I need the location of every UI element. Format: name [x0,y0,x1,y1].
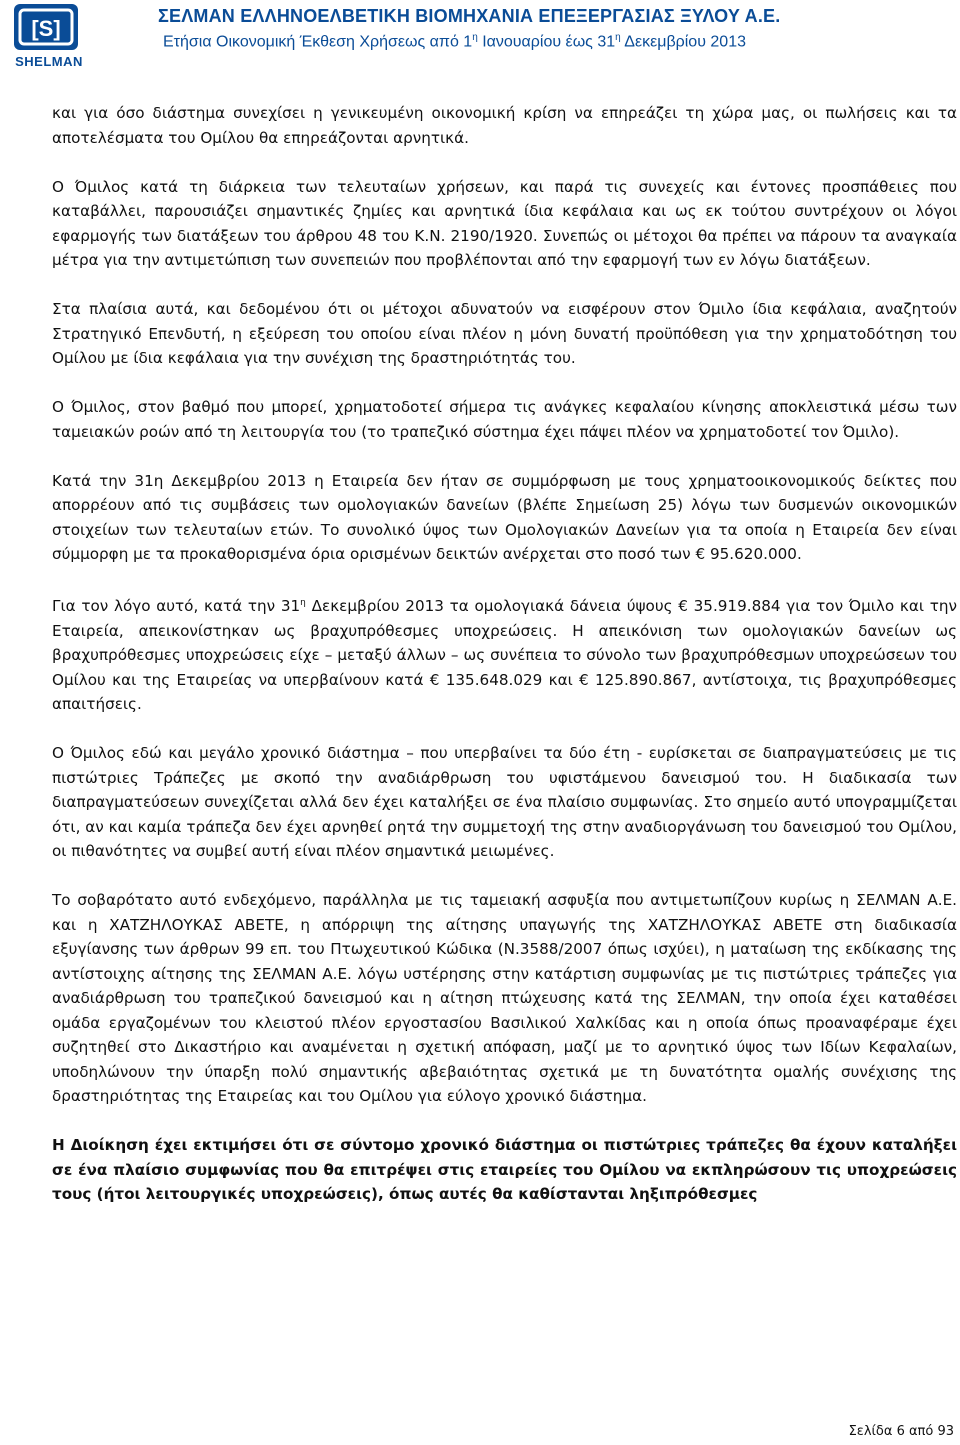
logo-emblem [14,4,78,50]
report-subtitle [163,32,746,51]
document-body [52,101,957,1231]
paragraph-management-assessment: Η Διοίκηση έχει εκτιμήσει ότι σε σύντομο χρονικό διάστημα οι πιστώτριες τράπεζες θα έχουν καταλήξει σε ένα πλαίσιο συμφωνίας που θα επιτρέψει στις εταιρείες του Ομίλου να εκπληρώσουν τις υποχρεώσεις τους (ήτοι λειτουργικές υποχρεώσεις), όπως αυτές θα καθίστανται ληξιπρόθεσμες [52,1136,957,1204]
subtitle-part-1: Ετήσια Οικονομική Έκθεση Χρήσεως από 1 [163,33,473,51]
subtitle-superscript-2: η [615,32,621,43]
paragraph-short-term-loans [52,591,957,717]
paragraph-covenant-breach: Κατά την 31η Δεκεμβρίου 2013 η Εταιρεία δεν ήταν σε συμμόρφωση με τους χρηματοοικονομικούς δείκτες που απορρέουν από τις συμβάσεις των ομολογιακών δανείων (βλέπε Σημείωση 25) λόγω των δυσμενών οικονομικών στοιχείων των τελευταίων ετών. Το συνολικό ύψος των Ομολογιακών Δανείων για τα οποία η Εταιρεία δεν είναι σύμμορφη με τα προκαθορισμένα όρια ορισμένων δεικτών ανέρχεται στο ποσό των € 95.620.000. [52,471,957,563]
paragraph-working-capital: Ο Όμιλος, στον βαθμό που μπορεί, χρηματοδοτεί σήμερα τις ανάγκες κεφαλαίου κίνησης αποκλειστικά μέσω των ταμειακών ροών από τη λειτουργία του (το τραπεζικό σύστημα έχει πάψει πλέον να χρηματοδοτεί τον Όμιλο). [52,398,957,441]
page-number: Σελίδα 6 από 93 [848,1424,954,1439]
paragraph-short-term-loans-superscript: η [300,598,306,608]
company-name: ΣΕΛΜΑΝ ΕΛΛΗΝΟΕΛΒΕΤΙΚΗ ΒΙΟΜΗΧΑΝΙΑ ΕΠΕΞΕΡΓΑΣΙΑΣ ΞΥΛΟΥ Α.Ε. [158,6,781,26]
paragraph-bank-negotiations: Ο Όμιλος εδώ και μεγάλο χρονικό διάστημα – που υπερβαίνει τα δύο έτη - ευρίσκεται σε διαπραγματεύσεις με τις πιστώτριες Τράπεζες με σκοπό την αναδιάρθρωση του υφιστάμενου δανεισμού του. Η διαδικασία των διαπραγματεύσεων συνεχίζεται αλλά δεν έχει καταλήξει σε ένα πλαίσιο συμφωνίας. Στο σημείο αυτό υπογραμμίζεται ότι, αν και καμία τράπεζα δεν έχει αρνηθεί ρητά την συμμετοχή της στην αναδιοργάνωση του δανεισμού του Ομίλου, οι πιθανότητες να συμβεί αυτή είναι πλέον σημαντικά μειωμένες. [52,744,957,861]
paragraph-crisis-impact: και για όσο διάστημα συνεχίσει η γενικευμένη οικονομική κρίση να επηρεάζει τη χώρα μας, οι πωλήσεις και τα αποτελέσματα του Ομίλου θα επηρεάζονται αρνητικά. [52,104,957,147]
logo-label: SHELMAN [15,54,83,69]
paragraph-short-term-loans-part-2: Δεκεμβρίου 2013 τα ομολογιακά δάνεια ύψους € 35.919.884 για τον Όμιλο και την Εταιρεία, απεικονίστηκαν ως βραχυπρόθεσμες υποχρεώσεις. Η απεικόνιση των ομολογιακών δανείων ως βραχυπρόθεσμες υποχρεώσεις είχε – μεταξύ άλλων – ως συνέπεια το σύνολο των βραχυπρόθεσμων υποχρεώσεων του Ομίλου και της Εταιρείας να υπερβαίνουν κατά € 135.648.029 και € 125.890.867, αντίστοιχα, τις βραχυπρόθεσμες απαιτήσεις. [52,597,957,714]
page-header [0,0,960,80]
paragraph-material-uncertainty: Το σοβαρότατο αυτό ενδεχόμενο, παράλληλα με τις ταμειακή ασφυξία που αντιμετωπίζουν κυρίως η ΣΕΛΜΑΝ Α.Ε. και η ΧΑΤΖΗΛΟΥΚΑΣ ΑΒΕΤΕ, η απόρριψη της αίτησης υπαγωγής της ΧΑΤΖΗΛΟΥΚΑΣ ΑΒΕΤΕ στη διαδικασία εξυγίανσης των άρθρων 99 επ. του Πτωχευτικού Κώδικα (Ν.3588/2007 όπως ισχύει), η ματαίωση της εκδίκασης της αντίστοιχης αίτησης της ΣΕΛΜΑΝ Α.Ε. λόγω υστέρησης στην κατάρτιση συμφωνίας με τις πιστώτριες τράπεζες για αναδιάρθρωση του τραπεζικού δανεισμού και η αίτηση πτώχευσης κατά της ΣΕΛΜΑΝ, την οποία έχει καταθέσει ομάδα εργαζομένων του κλειστού πλέον εργοστασίου Βασιλικού Χαλκίδας και η οποία όπως προαναφέραμε έχει συζητηθεί στο Δικαστήριο και αναμένεται η σχετική απόφαση, μαζί με το αρνητικό ύψος των Ιδίων Κεφαλαίων, υποδηλώνουν την ύπαρξη πολύ σημαντικής αβεβαιότητας σχετικά με τη δυνατότητα ομαλής συνέχισης της δραστηριότητας της Εταιρείας και του Ομίλου για εύλογο χρονικό διάστημα. [52,891,957,1106]
subtitle-superscript-1: η [472,32,478,43]
svg-text:[S]: [S] [31,16,61,41]
logo-shield-icon [14,4,78,50]
subtitle-part-3: Δεκεμβρίου 2013 [620,33,746,51]
company-logo [6,4,92,70]
paragraph-strategic-investor: Στα πλαίσια αυτά, και δεδομένου ότι οι μέτοχοι αδυνατούν να εισφέρουν στον Όμιλο ίδια κεφάλαια, αναζητούν Στρατηγικό Επενδυτή, η εξεύρεση του οποίου είναι πλέον η μόνη δυνατή προϋπόθεση για την χρηματοδότηση του Ομίλου με ίδια κεφάλαια για την συνέχιση της δραστηριότητάς του. [52,300,957,367]
paragraph-going-concern: Ο Όμιλος κατά τη διάρκεια των τελευταίων χρήσεων, και παρά τις συνεχείς και έντονες προσπάθειες που καταβάλλει, παρουσιάζει σημαντικές ζημίες και αρνητικά ίδια κεφάλαια και ως εκ τούτου συντρέχουν οι λόγοι εφαρμογής των διατάξεων του άρθρου 48 του Κ.Ν. 2190/1920. Συνεπώς οι μέτοχοι θα πρέπει να πάρουν τα αναγκαία μέτρα για την αντιμετώπιση των συνεπειών που προβλέπονται από την εφαρμογή των εν λόγω διατάξεων. [52,177,957,269]
paragraph-short-term-loans-part-1: Για τον λόγο αυτό, κατά την 31 [52,597,301,616]
subtitle-part-2: Ιανουαρίου έως 31 [477,33,616,51]
